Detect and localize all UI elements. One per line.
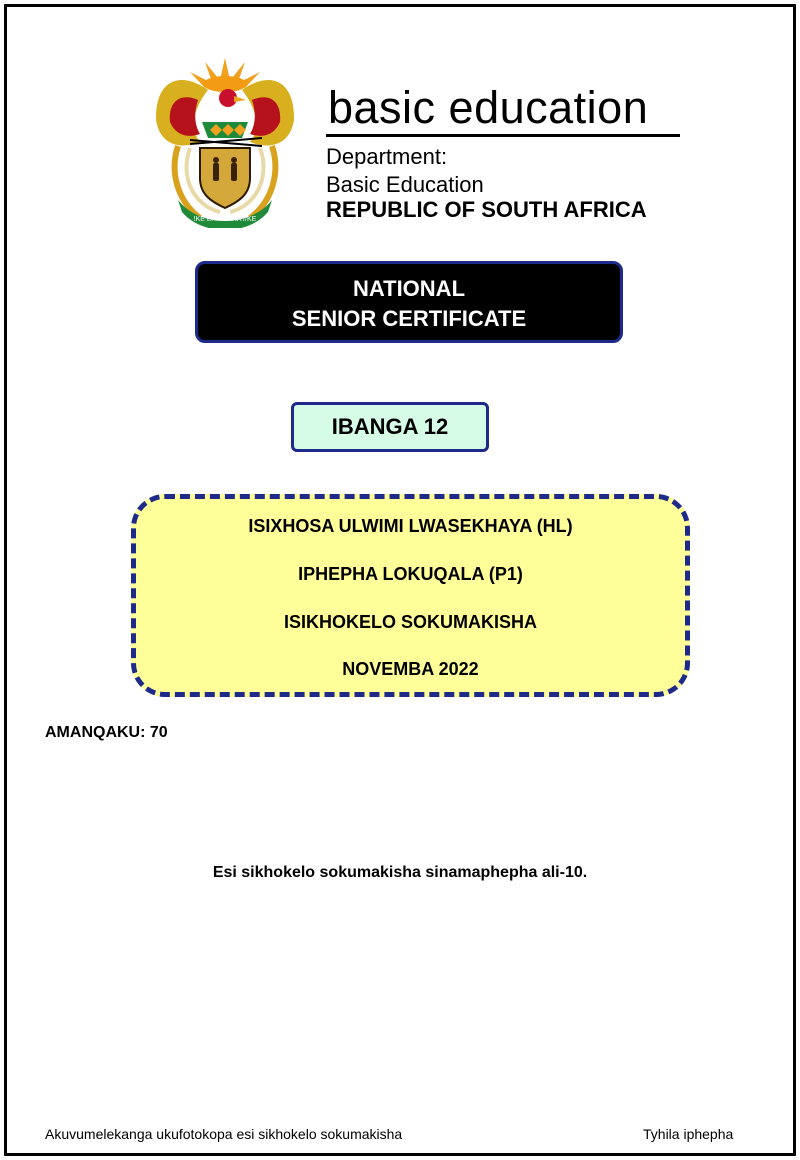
footer-turn-page: Tyhila iphepha [643,1126,734,1142]
subject-session: NOVEMBA 2022 [342,659,479,679]
department-label: Department: [326,144,448,169]
brand-underline [326,134,680,137]
subject-paper: IPHEPHA LOKUQALA (P1) [298,564,523,584]
footer-copyright-note: Akuvumelekanga ukufotokopa esi sikhokelo sokumakisha [45,1126,403,1142]
motto-text: !KE E: /XARRA //KE [193,216,257,223]
brand-title: basic education [328,82,649,133]
subject-language: ISIXHOSA ULWIMI LWASEKHAYA (HL) [248,516,573,536]
coat-of-arms-logo [150,50,300,228]
department-block [326,84,682,223]
certificate-line-2: SENIOR CERTIFICATE [291,306,527,331]
certificate-title-box [195,261,623,343]
subject-document-type: ISIKHOKELO SOKUMAKISHA [283,612,537,632]
subject-box [131,494,690,697]
page-count-note: Esi sikhokelo sokumakisha sinamaphepha ali-10. [212,864,588,881]
grade-box: IBANGA 12 [291,402,489,452]
country-name: REPUBLIC OF SOUTH AFRICA [326,197,647,222]
total-marks: AMANQAKU: 70 [45,724,168,741]
department-name: Basic Education [326,172,484,197]
certificate-line-1: NATIONAL [352,276,466,301]
